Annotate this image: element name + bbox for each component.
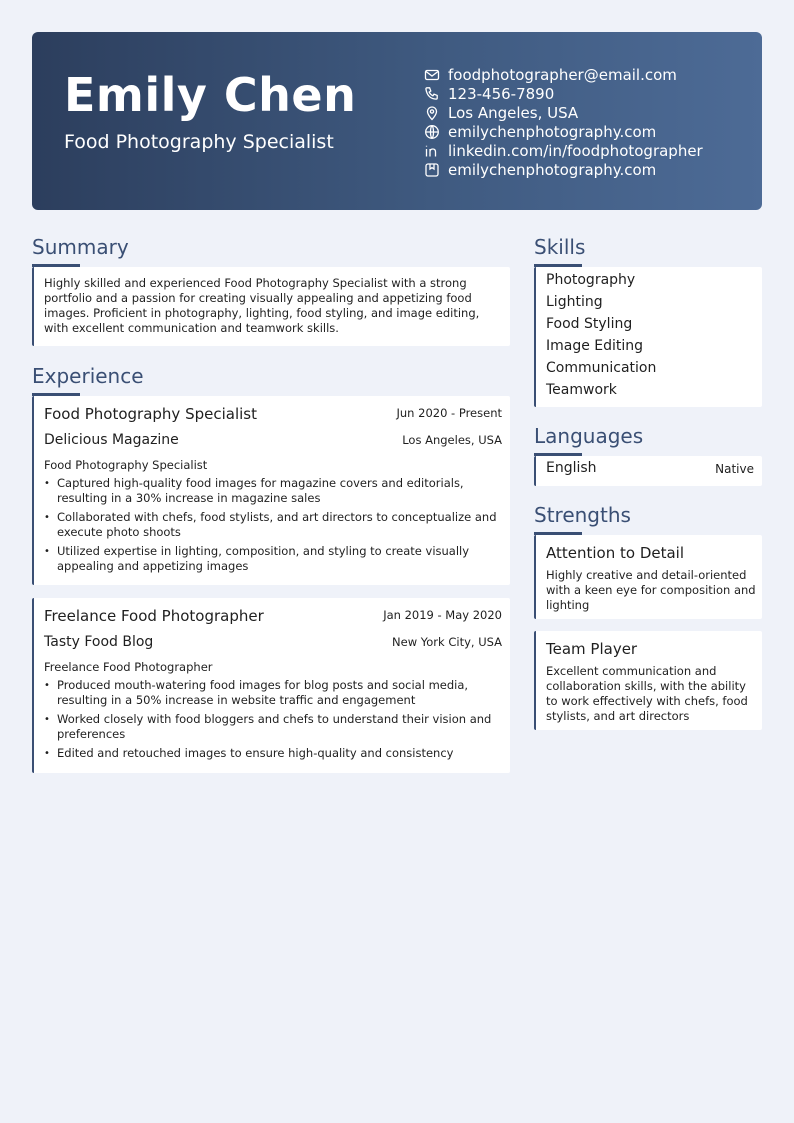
job-role: Food Photography Specialist (44, 458, 208, 472)
job-bullet: • Collaborated with chefs, food stylists, and art directors to conceptualize and execute photo shoots (44, 510, 498, 540)
skills-card (534, 267, 762, 407)
contact-linkedin-text: linkedin.com/in/foodphotographer (448, 141, 703, 160)
skill-item: Communication (546, 360, 657, 376)
job-location: New York City, USA (392, 635, 502, 649)
summary-card (32, 267, 510, 346)
contact-email-text: foodphotographer@email.com (448, 65, 677, 84)
contact-linkedin[interactable] (424, 141, 703, 160)
job-bullet: • Utilized expertise in lighting, composition, and styling to create visually appealing and appetizing images (44, 544, 498, 574)
language-name: English (546, 460, 597, 476)
linkedin-icon (424, 143, 440, 159)
job-bullet: • Captured high-quality food images for magazine covers and editorials, resulting in a 30% increase in magazine sales (44, 476, 498, 506)
contact-portfolio[interactable] (424, 160, 703, 179)
summary-heading: Summary (32, 235, 129, 259)
candidate-title: Food Photography Specialist (64, 131, 334, 153)
language-item (534, 456, 762, 486)
bookmark-icon (424, 162, 440, 178)
skill-item: Food Styling (546, 316, 633, 332)
languages-heading: Languages (534, 424, 644, 448)
resume-header (32, 32, 762, 210)
contact-email[interactable] (424, 65, 703, 84)
contact-list (424, 65, 703, 179)
strength-title: Attention to Detail (546, 544, 685, 562)
contact-website-text: emilychenphotography.com (448, 122, 657, 141)
strength-card (534, 631, 762, 730)
location-pin-icon (424, 105, 440, 121)
contact-phone[interactable] (424, 84, 703, 103)
candidate-name: Emily Chen (64, 68, 357, 122)
job-bullets (44, 476, 498, 578)
strength-description: Excellent communication and collaboration skills, with the ability to work effectively with chefs, food stylists, and art directors (546, 664, 748, 723)
experience-entry (32, 396, 510, 585)
skill-item: Image Editing (546, 338, 644, 354)
experience-heading: Experience (32, 364, 144, 388)
summary-text: Highly skilled and experienced Food Photography Specialist with a strong portfolio and a passion for creating visually appealing and appetizing food images. Proficient in photography, lighting, food styling, and image editing, with excellent communication and teamwork skills. (44, 276, 480, 335)
strength-description: Highly creative and detail-oriented with a keen eye for composition and lighting (546, 568, 756, 612)
strengths-heading: Strengths (534, 503, 631, 527)
skill-item: Lighting (546, 294, 603, 310)
mail-icon (424, 67, 440, 83)
skill-item: Teamwork (546, 382, 617, 398)
contact-location-text: Los Angeles, USA (448, 103, 579, 122)
contact-portfolio-text: emilychenphotography.com (448, 160, 657, 179)
contact-location (424, 103, 703, 122)
job-location: Los Angeles, USA (402, 433, 502, 447)
job-date: Jun 2020 - Present (396, 406, 502, 420)
contact-website[interactable] (424, 122, 703, 141)
strength-title: Team Player (546, 640, 638, 658)
job-bullet: • Produced mouth-watering food images for blog posts and social media, resulting in a 50% increase in website traffic and engagement (44, 678, 498, 708)
job-bullet: • Worked closely with food bloggers and chefs to understand their vision and preferences (44, 712, 498, 742)
skill-item: Photography (546, 272, 636, 288)
job-company: Tasty Food Blog (44, 634, 154, 650)
experience-entry (32, 598, 510, 773)
job-bullet: • Edited and retouched images to ensure high-quality and consistency (44, 746, 498, 761)
skills-heading: Skills (534, 235, 586, 259)
strength-card (534, 535, 762, 619)
job-date: Jan 2019 - May 2020 (383, 608, 502, 622)
job-title: Freelance Food Photographer (44, 607, 264, 625)
phone-icon (424, 86, 440, 102)
job-role: Freelance Food Photographer (44, 660, 213, 674)
job-title: Food Photography Specialist (44, 405, 257, 423)
globe-icon (424, 124, 440, 140)
language-level: Native (715, 462, 754, 476)
job-company: Delicious Magazine (44, 432, 179, 448)
contact-phone-text: 123-456-7890 (448, 84, 555, 103)
job-bullets (44, 678, 498, 765)
